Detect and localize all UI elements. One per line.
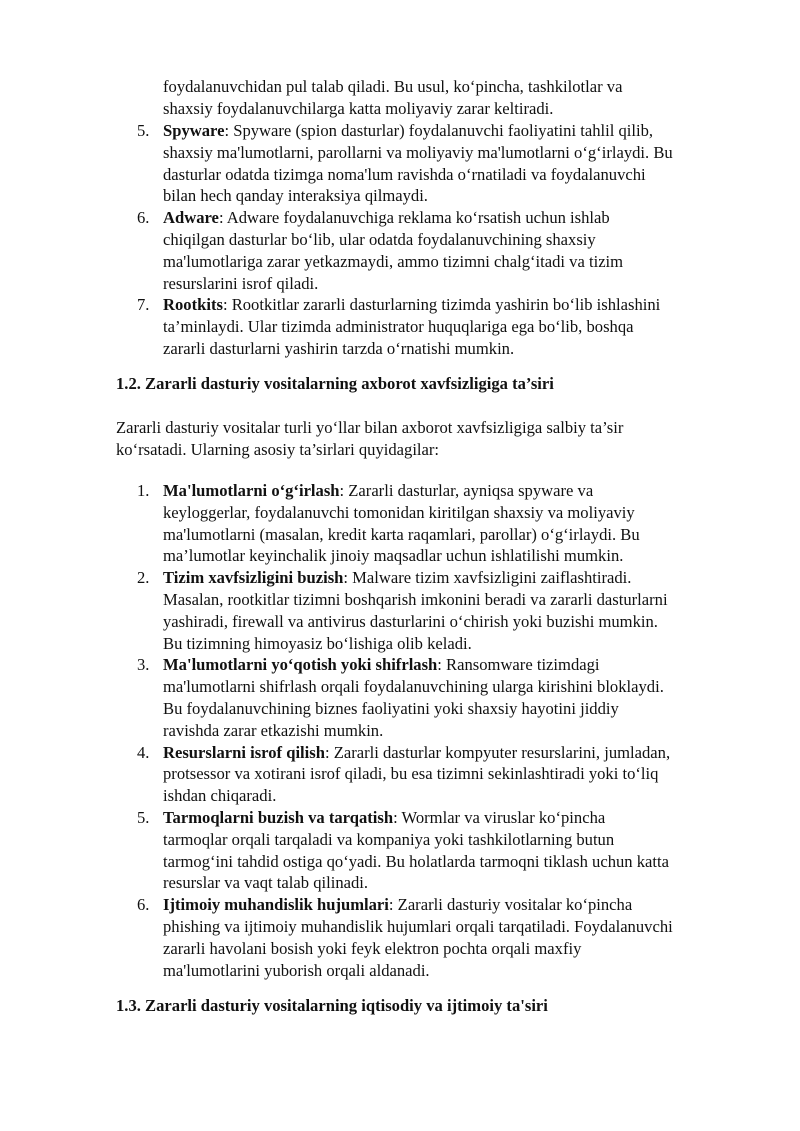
text-line: ma'lumotlarini yuborish orqali aldanadi. bbox=[163, 960, 430, 980]
text-line: dasturlar odatda tizimga noma'lum ravishda o‘rnatiladi va foydalanuvchi bbox=[163, 164, 646, 184]
list-item-text: : Ransomware tizimdagi bbox=[437, 655, 600, 675]
text-line: keyloggerlar, foydalanuvchi tomonidan kiritilgan shaxsiy va moliyaviy bbox=[163, 502, 635, 522]
list-item-continuation bbox=[0, 76, 740, 120]
list-number: 5. bbox=[137, 121, 150, 140]
list-number: 7. bbox=[137, 295, 150, 315]
list-item-text: : Wormlar va viruslar ko‘pincha bbox=[393, 807, 606, 827]
list-item-text: : Zararli dasturiy vositalar ko‘pincha bbox=[388, 895, 633, 915]
list-item-term: Adware bbox=[163, 208, 219, 228]
text-line: ko‘rsatadi. Ularning asosiy ta’sirlari quyidagilar: bbox=[116, 439, 440, 459]
text-line: Zararli dasturiy vositalar turli yo‘llar bilan axborot xavfsizligiga salbiy ta’sir bbox=[116, 418, 624, 437]
list-number: 5. bbox=[137, 807, 150, 827]
text-line: tarmoqlar orqali tarqaladi va kompaniya yoki tashkilotlarning butun bbox=[163, 829, 615, 849]
list-item-social-engineering bbox=[0, 894, 740, 981]
text-line: resurslarini isrof qiladi. bbox=[163, 273, 319, 293]
text-line: yashiradi, firewall va antivirus dasturlarini o‘chirish yoki buzishi mumkin. bbox=[163, 611, 658, 631]
text-line: chiqilgan dasturlar bo‘lib, ular odatda foydalanuvchining shaxsiy bbox=[163, 229, 596, 249]
list-number: 3. bbox=[137, 655, 150, 675]
list-item-system-compromise bbox=[0, 567, 740, 654]
text-line: ma'lumotlarni (masalan, kredit karta raqamlari, parollar) o‘g‘irlaydi. Bu bbox=[163, 524, 640, 544]
text-line: bilan hech qanday interaksiya qilmaydi. bbox=[163, 186, 428, 206]
list-item-term: Ma'lumotlarni yo‘qotish yoki shifrlash bbox=[163, 655, 438, 675]
text-line: Bu tizimning himoyasiz bo‘lishiga olib keladi. bbox=[163, 633, 472, 653]
list-item-term: Rootkits bbox=[163, 295, 223, 315]
list-number: 2. bbox=[137, 568, 150, 588]
list-item-term: Ma'lumotlarni o‘g‘irlash bbox=[163, 481, 340, 500]
list-item-rootkits bbox=[0, 294, 740, 359]
list-item-term: Spyware bbox=[163, 121, 225, 140]
list-number: 1. bbox=[137, 481, 150, 500]
text-line: ma'lumotlarni shifrlash orqali foydalanuvchining ularga kirishini bloklaydi. bbox=[163, 677, 664, 697]
list-item-text: : Zararli dasturlar, ayniqsa spyware va bbox=[339, 481, 594, 500]
text-line: Masalan, rootkitlar tizimni boshqarish imkonini beradi va zararli dasturlarni bbox=[163, 589, 668, 609]
text-line: phishing va ijtimoiy muhandislik hujumlari orqali tarqatiladi. Foydalanuvchi bbox=[163, 916, 673, 936]
section-heading-1-2: 1.2. Zararli dasturiy vositalarning axborot xavfsizligiga ta’siri bbox=[116, 374, 554, 393]
text-line: protsessor va xotirani isrof qiladi, bu esa tizimni sekinlashtiradi yoki to‘liq bbox=[163, 764, 659, 784]
list-item-data-loss bbox=[0, 654, 740, 741]
list-item-text: : Spyware (spion dasturlar) foydalanuvchi faoliyatini tahlil qilib, bbox=[224, 121, 654, 140]
list-item-spyware bbox=[0, 120, 740, 207]
list-item-term: Tarmoqlarni buzish va tarqatish bbox=[163, 807, 394, 827]
malware-types-list bbox=[0, 120, 740, 360]
text-line: ravishda zarar etkazishi mumkin. bbox=[163, 720, 384, 740]
list-number: 6. bbox=[137, 895, 150, 915]
security-effects-list bbox=[0, 480, 740, 981]
list-item-text: : Malware tizim xavfsizligini zaiflashtiradi. bbox=[343, 568, 632, 588]
list-item-adware bbox=[0, 207, 740, 294]
text-line: ma'lumotlariga zarar yetkazmaydi, ammo tizimni chalg‘itadi va tizim bbox=[163, 251, 624, 271]
list-number: 6. bbox=[137, 208, 150, 228]
text-line: ishdan chiqaradi. bbox=[163, 786, 277, 806]
section-heading-1-3: 1.3. Zararli dasturiy vositalarning iqtisodiy va ijtimoiy ta'siri bbox=[116, 996, 548, 1015]
text-line: foydalanuvchidan pul talab qiladi. Bu usul, ko‘pincha, tashkilotlar va bbox=[163, 77, 623, 96]
list-number: 4. bbox=[137, 742, 150, 762]
text-line: shaxsiy ma'lumotlarni, parollarni va moliyaviy ma'lumotlarni o‘g‘irlaydi. Bu bbox=[163, 142, 673, 162]
text-line: shaxsiy foydalanuvchilarga katta moliyaviy zarar keltiradi. bbox=[163, 98, 554, 118]
text-line: tarmog‘ini tahdid ostiga qo‘yadi. Bu holatlarda tarmoqni tiklash uchun katta bbox=[163, 851, 669, 871]
list-item-data-theft bbox=[0, 480, 740, 567]
text-line: ma’lumotlar keyinchalik jinoiy maqsadlar uchun ishlatilishi mumkin. bbox=[163, 546, 624, 566]
text-line: zararli dasturlarni yashirin tarzda o‘rnatishi mumkin. bbox=[163, 338, 515, 358]
list-item-resource-waste bbox=[0, 742, 740, 807]
list-item-text: : Rootkitlar zararli dasturlarning tizimda yashirin bo‘lib ishlashini bbox=[222, 295, 661, 315]
list-item-network-spread bbox=[0, 807, 740, 894]
list-item-term: Ijtimoiy muhandislik hujumlari bbox=[163, 895, 389, 915]
text-line: resurslar va vaqt talab qilinadi. bbox=[163, 873, 369, 893]
text-line: zararli havolani bosish yoki feyk elektron pochta orqali maxfiy bbox=[163, 938, 582, 958]
text-line: ta’minlaydi. Ular tizimda administrator huquqlariga ega bo‘lib, boshqa bbox=[163, 317, 634, 337]
section-intro-paragraph bbox=[116, 417, 716, 461]
list-item-text: : Zararli dasturlar kompyuter resurslarini, jumladan, bbox=[324, 742, 671, 762]
list-item-term: Tizim xavfsizligini buzish bbox=[163, 568, 344, 588]
list-item-term: Resurslarni isrof qilish bbox=[163, 742, 325, 762]
continuation-block bbox=[0, 76, 740, 120]
text-line: Bu foydalanuvchining biznes faoliyatini yoki shaxsiy hayotini jiddiy bbox=[163, 698, 619, 718]
list-item-text: : Adware foydalanuvchiga reklama ko‘rsatish uchun ishlab bbox=[218, 208, 610, 228]
